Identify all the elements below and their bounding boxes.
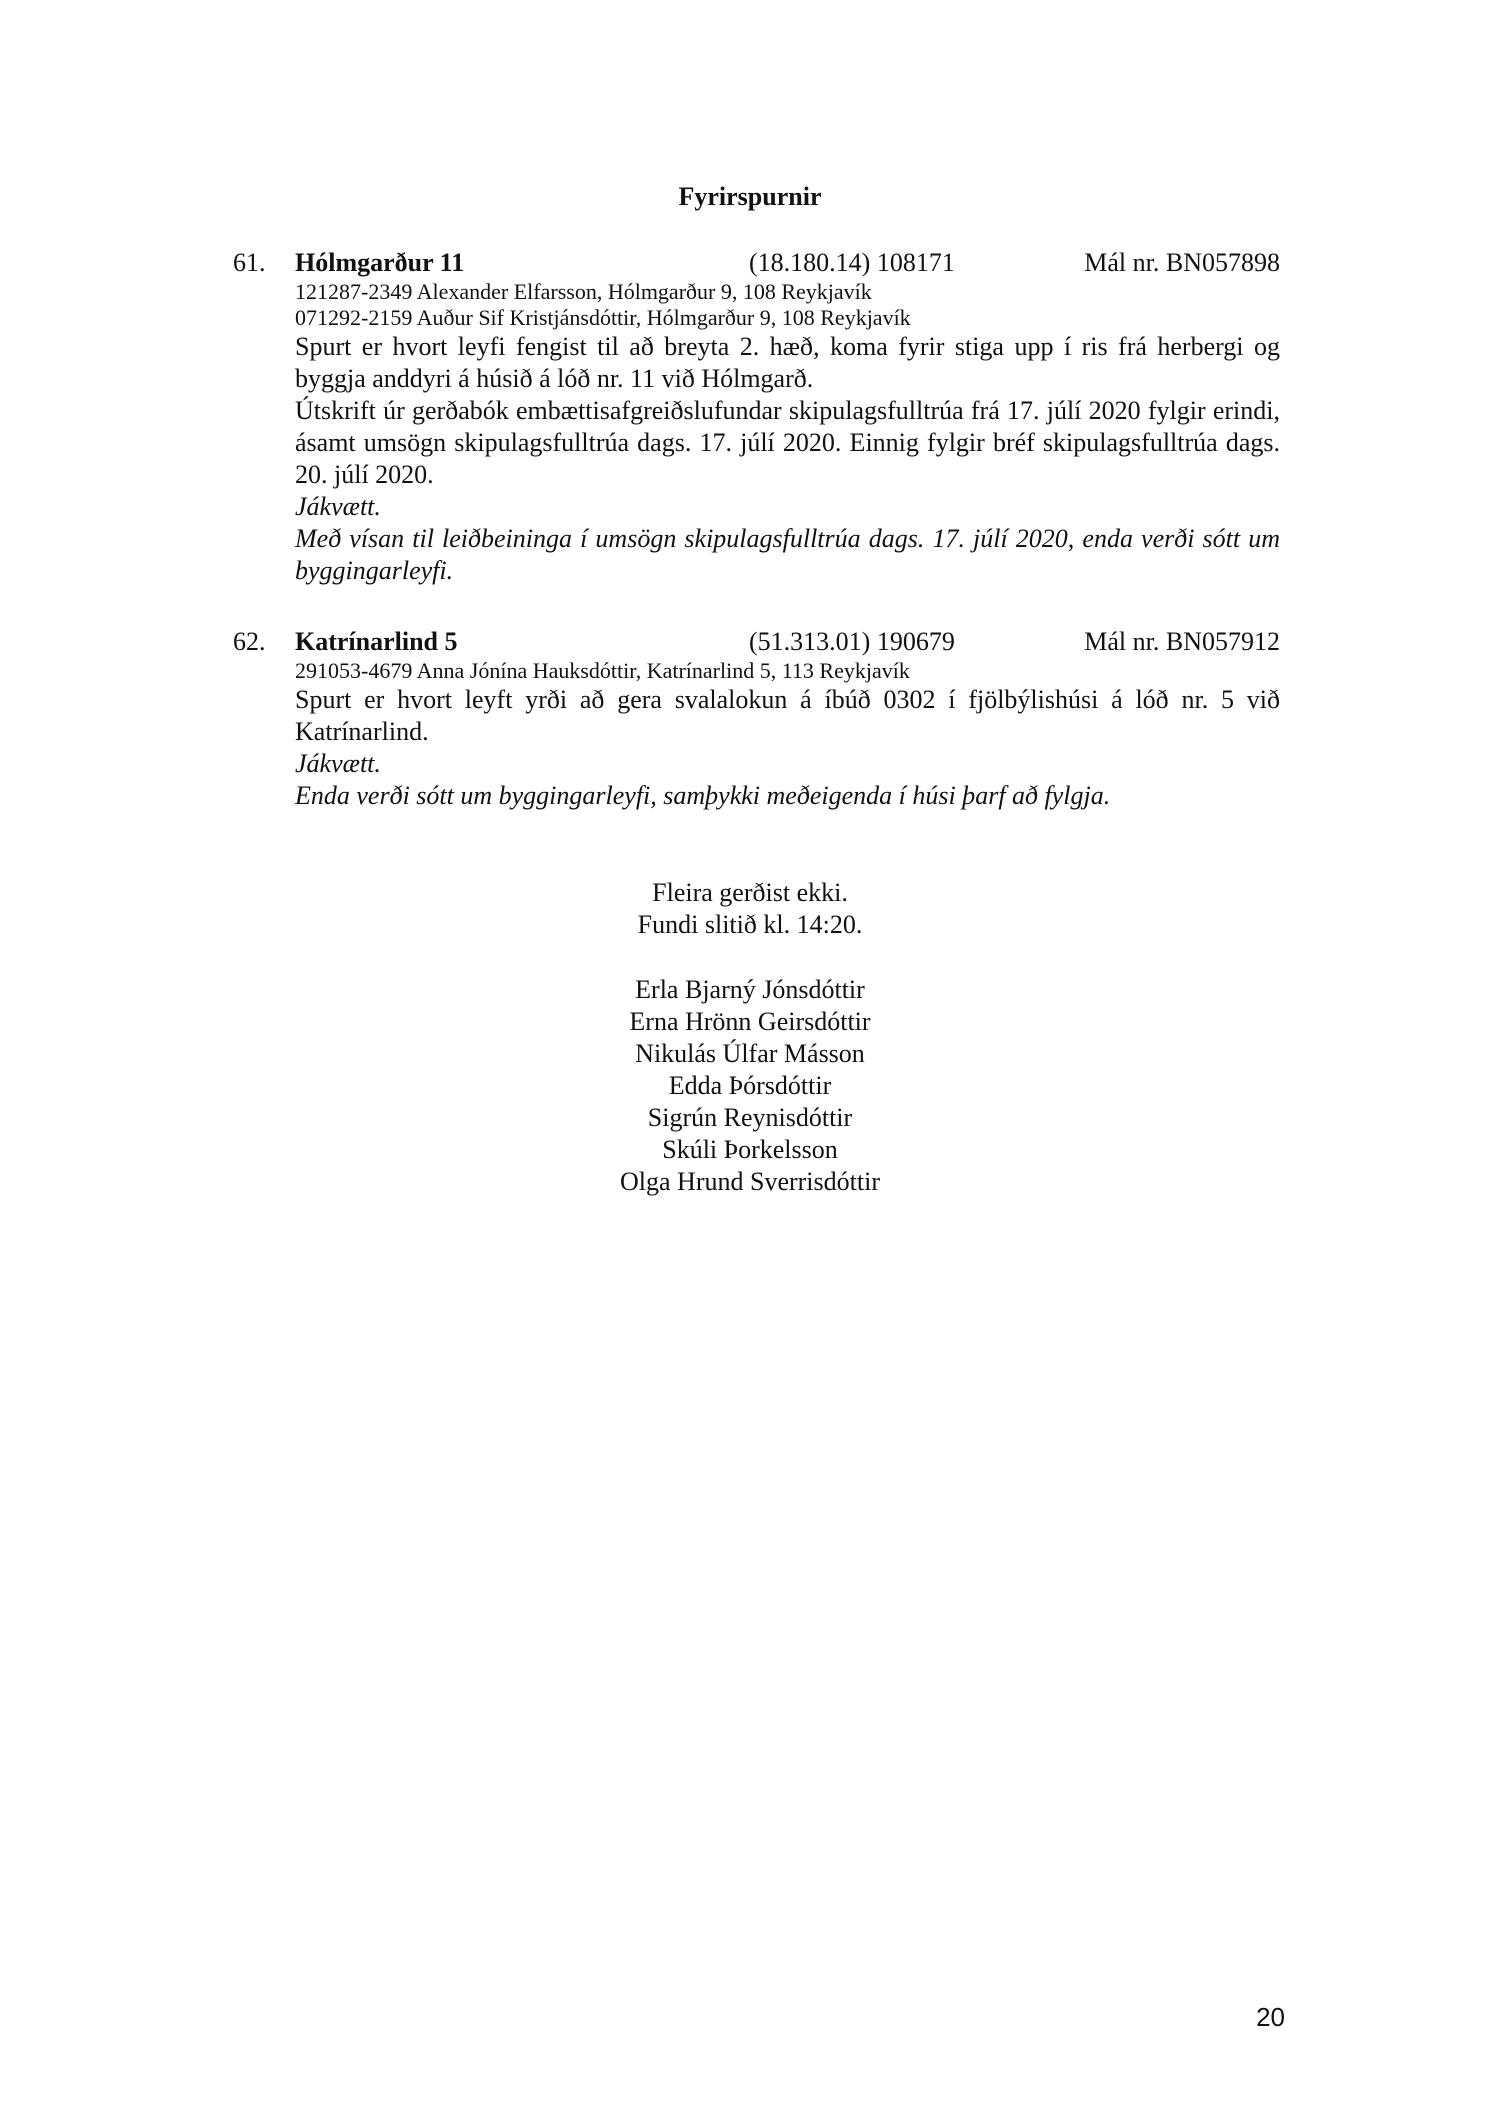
case-question: Spurt er hvort leyft yrði að gera svalalokun á íbúð 0302 í fjölbýlishúsi á lóð nr. 5 við Katrínarlind. — [295, 685, 1280, 746]
signatory-name: Skúli Þorkelsson — [662, 1135, 838, 1164]
case-body — [295, 658, 1280, 812]
case-decision: Jákvætt. — [295, 492, 381, 521]
case-attachment: Útskrift úr gerðabók embættisafgreiðslufundar skipulagsfulltrúa frá 17. júlí 2020 fylgir erindi, ásamt umsögn skipulagsfulltrúa dags. 17. júlí 2020. Einnig fylgir bréf skipulagsfulltrúa dags. 20. júlí 2020. — [295, 396, 1280, 489]
case-land-reference: (18.180.14) 108171 — [749, 248, 955, 277]
case-body — [295, 279, 1280, 587]
case-number: 62. — [233, 627, 266, 656]
closing-statement — [0, 877, 1500, 941]
case-address: Katrínarlind 5 — [295, 627, 458, 656]
signature-list — [0, 974, 1500, 1198]
applicant-line: 121287-2349 Alexander Elfarsson, Hólmgarður 9, 108 Reykjavík — [295, 279, 872, 304]
section-heading: Fyrirspurnir — [678, 182, 822, 211]
signatory-name: Erna Hrönn Geirsdóttir — [629, 1007, 871, 1036]
case-file-number: Mál nr. BN057912 — [1084, 627, 1280, 656]
case-address: Hólmgarður 11 — [295, 248, 465, 277]
page-number: 20 — [1256, 2002, 1285, 2032]
applicant-line: 071292-2159 Auður Sif Kristjánsdóttir, Hólmgarður 9, 108 Reykjavík — [295, 305, 911, 330]
case-question: Spurt er hvort leyfi fengist til að breyta 2. hæð, koma fyrir stiga upp í ris frá herbergi og byggja anddyri á húsið á lóð nr. 11 við Hólmgarð. — [295, 332, 1280, 393]
case-item — [233, 247, 1280, 587]
case-comment: Enda verði sótt um byggingarleyfi, samþykki meðeigenda í húsi þarf að fylgja. — [295, 781, 1111, 810]
case-item — [233, 626, 1280, 812]
case-land-reference: (51.313.01) 190679 — [749, 627, 955, 656]
case-decision: Jákvætt. — [295, 749, 381, 778]
signatory-name: Sigrún Reynisdóttir — [647, 1103, 853, 1132]
signatory-name: Erla Bjarný Jónsdóttir — [635, 975, 865, 1004]
signatory-name: Olga Hrund Sverrisdóttir — [620, 1167, 880, 1196]
applicant-line: 291053-4679 Anna Jónína Hauksdóttir, Katrínarlind 5, 113 Reykjavík — [295, 658, 910, 683]
signatory-name: Nikulás Úlfar Másson — [635, 1039, 865, 1068]
case-file-number: Mál nr. BN057898 — [1084, 248, 1280, 277]
closing-line: Fleira gerðist ekki. — [652, 878, 848, 907]
case-number: 61. — [233, 248, 266, 277]
case-header — [233, 247, 1280, 279]
closing-line: Fundi slitið kl. 14:20. — [637, 910, 863, 939]
signatory-name: Edda Þórsdóttir — [668, 1071, 832, 1100]
case-header — [233, 626, 1280, 658]
case-comment: Með vísan til leiðbeininga í umsögn skipulagsfulltrúa dags. 17. júlí 2020, enda verði sótt um byggingarleyfi. — [295, 524, 1280, 585]
